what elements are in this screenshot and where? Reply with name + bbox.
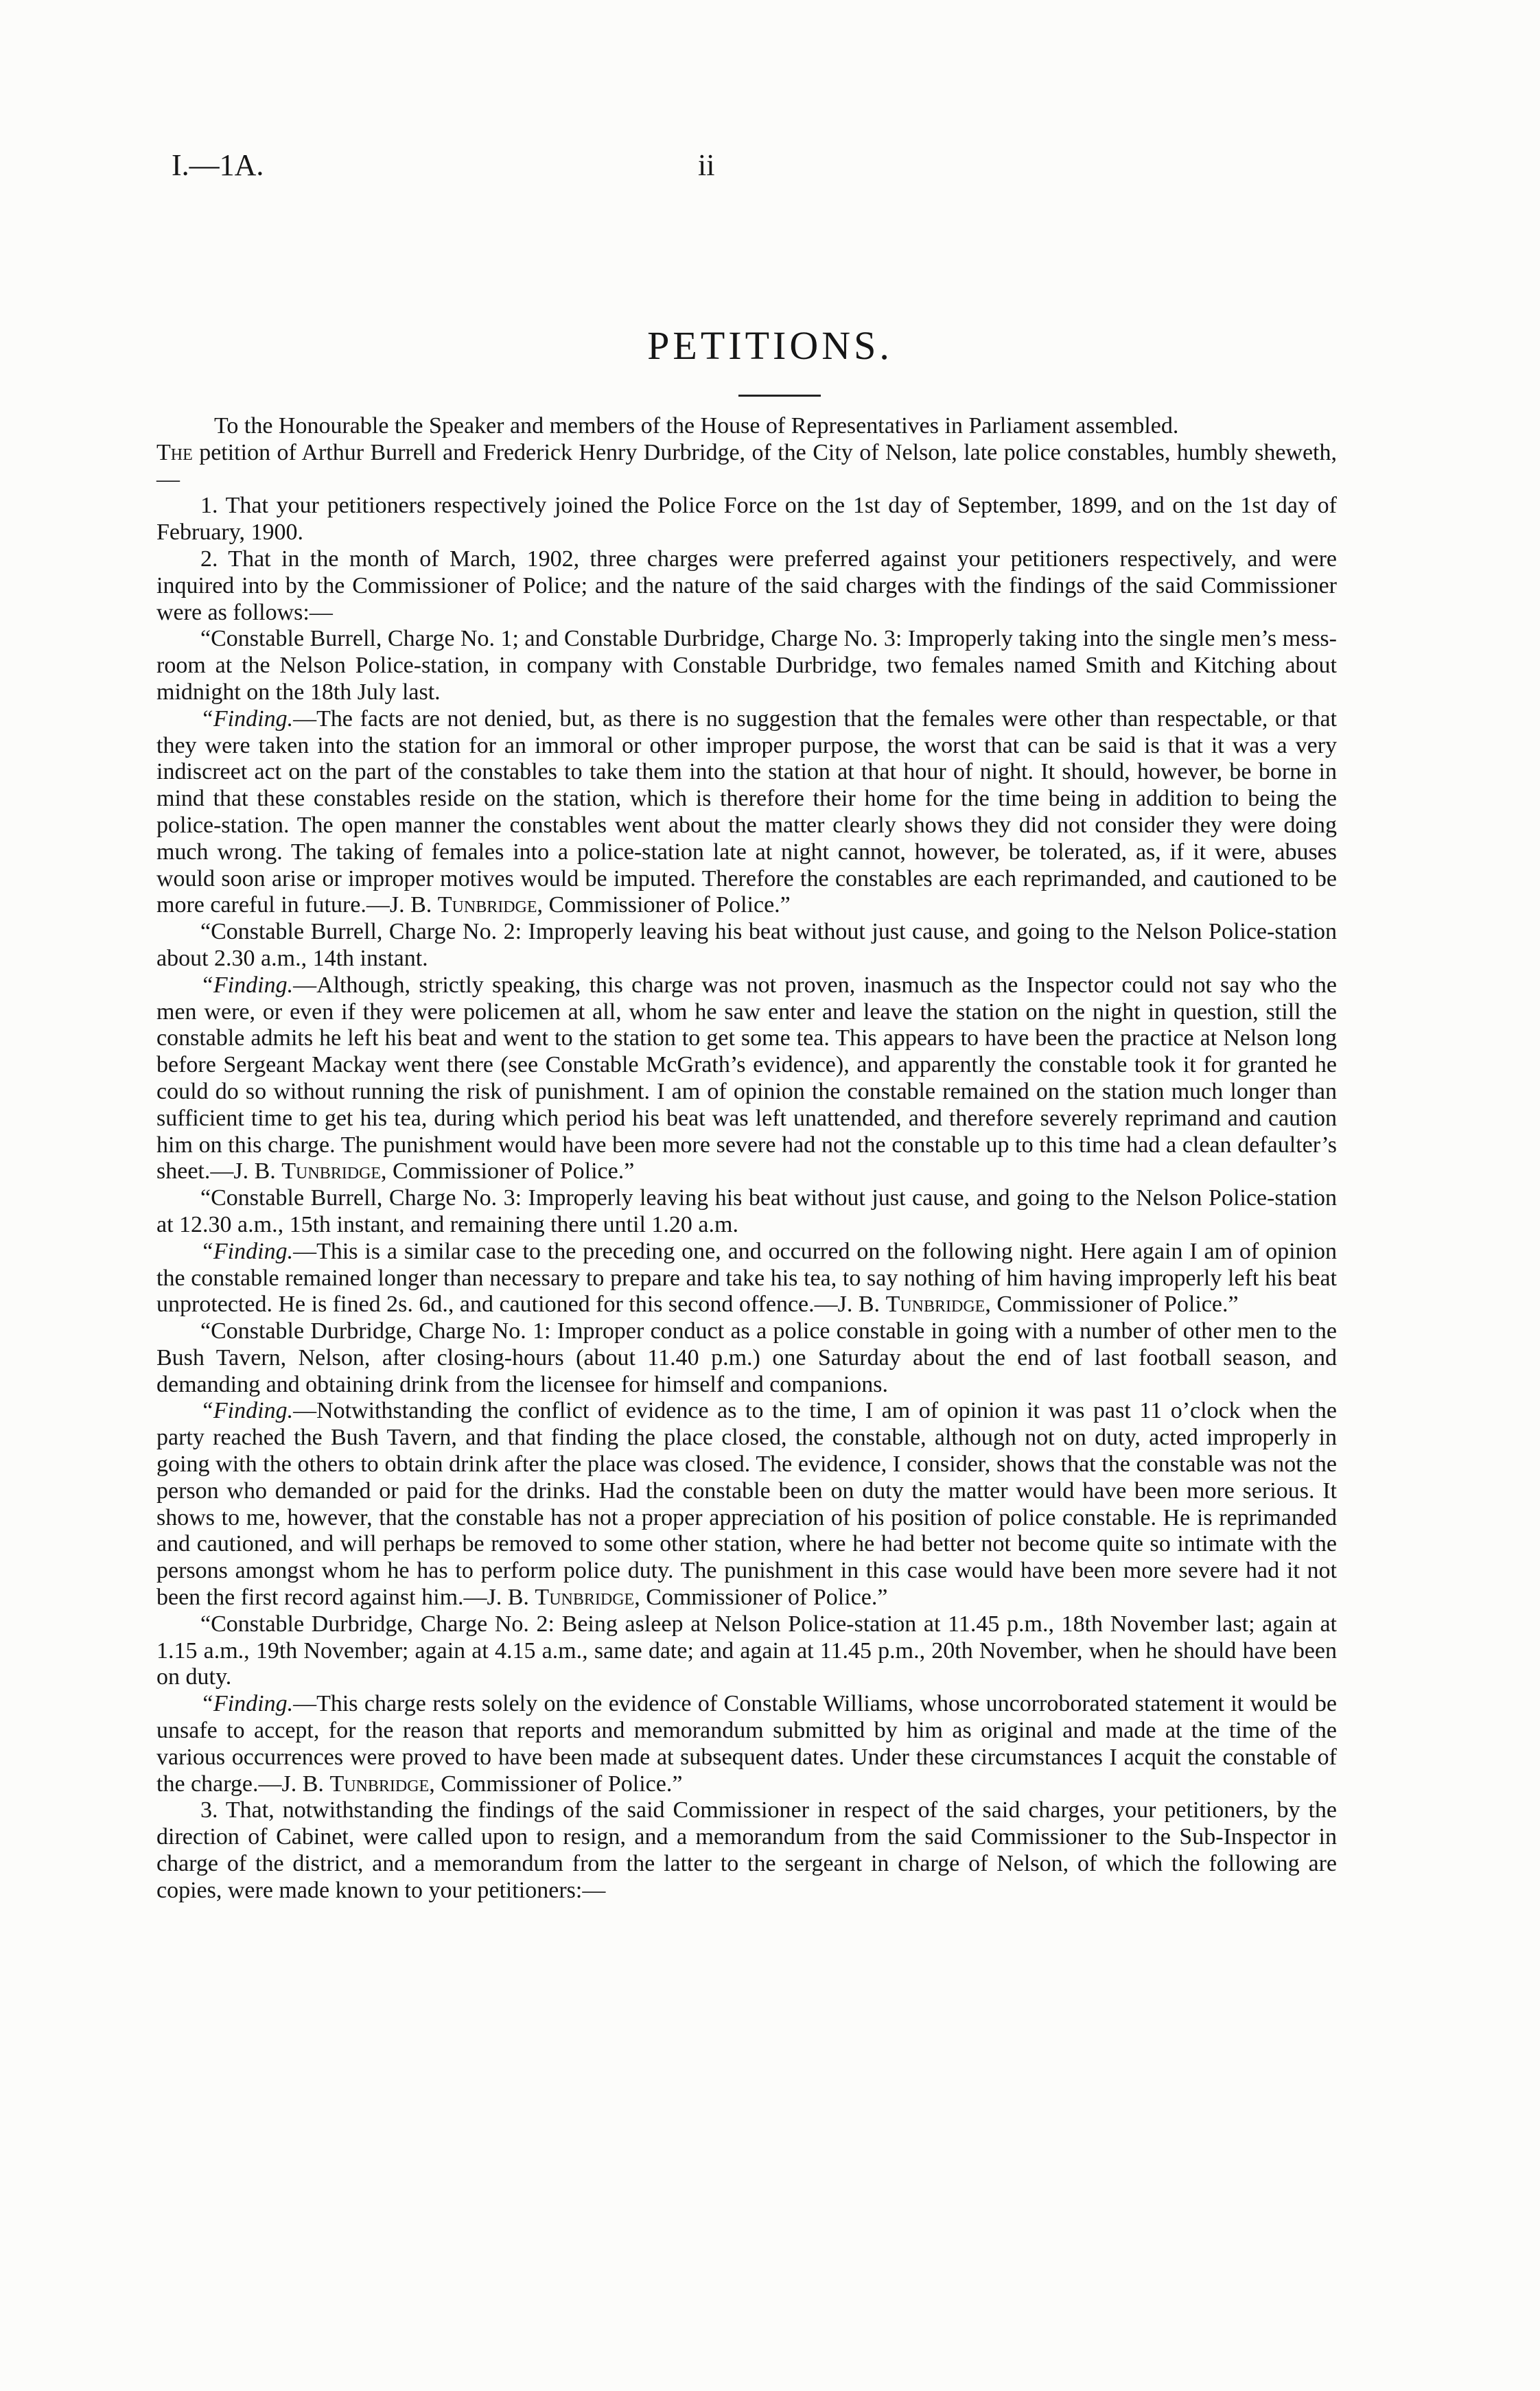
finding-text: —This charge rests solely on the evidence of Constable Williams, whose uncorroborated statement it would be unsafe to accept, for the reason that reports and memorandum submitted by him as original and made at the time of the various occurrences were proved to have been made at subsequent dates. Under these circumstances I acquit the constable of the charge.—J. B.: [156, 1691, 1337, 1797]
finding-text: —Notwithstanding the conflict of evidence as to the time, I am of opinion it was past 11 o’clock when the party reached the Bush Tavern, and that finding the place closed, the constable, although not on duty, acted improperly in going with the others to obtain drink after the place was closed. The evidence, I consider, shows that the constable was not the person who demanded or paid for the drinks. Had the constable been on duty the matter would have been more serious. It shows to me, however, that the constable has not a proper appreciation of his position of police constable. He is reprimanded and cautioned, and will perhaps be removed to some other station, where he had better not become quite so intimate with the persons amongst whom he has to perform police duty. The punishment in this case would have been more severe had it not been the first record against him.—J. B.: [156, 1398, 1337, 1611]
signature-name: Tunbridge: [329, 1771, 430, 1797]
charge-2: “Constable Burrell, Charge No. 2: Improperly leaving his beat without just cause, and going to the Nelson Police-station about 2.30 a.m., 14th instant.: [156, 919, 1337, 971]
finding-text: —This is a similar case to the preceding one, and occurred on the following night. Here again I am of opinion the constable remained longer than necessary to prepare and take his tea, to say nothing of him having improperly left his beat unprotected. He is fined 2s. 6d., and cautioned for this second offence.—J. B.: [156, 1238, 1337, 1318]
finding-text: —The facts are not denied, but, as there is no suggestion that the females were other than respectable, or that they were taken into the station for an immoral or other improper purpose, the worst that can be said is that it was a very indiscreet act on the part of the constables to take them into the station at that hour of night. It should, however, be borne in mind that these constables reside on the station, which is therefore their home for the time being in addition to being the police-station. The open manner the constables went about the matter clearly shows they did not consider they were doing much wrong. The taking of females into a police-station late at night cannot, however, be tolerated, as, if it were, abuses would soon arise or improper motives would be imputed. Therefore the constables are each reprimanded, and cautioned to be more careful in future.—J. B.: [156, 705, 1337, 918]
charge-1: “Constable Burrell, Charge No. 1; and Constable Durbridge, Charge No. 3: Improperly taking into the single men’s mess-room at the Nelson Police-station, in company with Constable Durbridge, two females named Smith and Kitching about midnight on the 18th July last.: [156, 626, 1337, 705]
document-reference: I.—1A.: [172, 148, 264, 182]
intro-text: petition of Arthur Burrell and Frederick Henry Durbridge, of the City of Nelson, late police constables, humbly sheweth,—: [156, 439, 1337, 492]
signature-title: , Commissioner of Police.”: [985, 1292, 1239, 1318]
page-title: PETITIONS.: [647, 323, 893, 368]
finding-label: “Finding.: [200, 972, 294, 998]
signature-name: Tunbridge: [281, 1158, 382, 1185]
finding-5: [156, 1691, 1337, 1797]
signature-name: Tunbridge: [885, 1292, 985, 1318]
paragraph-3: 3. That, notwithstanding the findings of the said Commissioner in respect of the said charges, your petitioners, by the direction of Cabinet, were called upon to resign, and a memorandum from the said Commissioner to the Sub-Inspector in charge of the district, and a memorandum from the latter to the sergeant in charge of Nelson, of which the following are copies, were made known to your petitioners:—: [156, 1797, 1337, 1903]
finding-3: [156, 1239, 1337, 1318]
signature-title: , Commissioner of Police.”: [381, 1158, 635, 1185]
petition-body: [156, 413, 1337, 1904]
finding-2: [156, 972, 1337, 1185]
finding-label: “Finding.: [200, 1238, 294, 1264]
charge-4: “Constable Durbridge, Charge No. 1: Improper conduct as a police constable in going with a number of other men to the Bush Tavern, Nelson, after closing-hours (about 11.40 p.m.) one Saturday about the end of last football season, and demanding and obtaining drink from the licensee for himself and companions.: [156, 1318, 1337, 1397]
signature-title: , Commissioner of Police.”: [537, 892, 791, 918]
signature-name: Tunbridge: [535, 1585, 635, 1611]
intro-lead: The: [156, 439, 193, 465]
signature-name: Tunbridge: [437, 892, 537, 918]
finding-label: “Finding.: [200, 705, 294, 732]
page-header: [0, 148, 1540, 196]
page-number: ii: [698, 148, 715, 182]
finding-1: [156, 706, 1337, 919]
title-rule: [738, 395, 821, 397]
paragraph-1: 1. That your petitioners respectively joined the Police Force on the 1st day of September, 1899, and on the 1st day of February, 1900.: [156, 493, 1337, 546]
signature-title: , Commissioner of Police.”: [634, 1585, 888, 1611]
paragraph-2: 2. That in the month of March, 1902, three charges were preferred against your petitioners respectively, and were inquired into by the Commissioner of Police; and the nature of the said charges with the findings of the said Commissioner were as follows:—: [156, 546, 1337, 625]
intro-paragraph: [156, 440, 1337, 493]
charge-3: “Constable Burrell, Charge No. 3: Improperly leaving his beat without just cause, and going to the Nelson Police-station at 12.30 a.m., 15th instant, and remaining there until 1.20 a.m.: [156, 1185, 1337, 1237]
finding-4: [156, 1398, 1337, 1611]
address-paragraph: To the Honourable the Speaker and members of the House of Representatives in Parliament assembled.: [214, 413, 1179, 439]
signature-title: , Commissioner of Police.”: [429, 1771, 683, 1797]
finding-label: “Finding.: [200, 1398, 294, 1424]
charge-5: “Constable Durbridge, Charge No. 2: Being asleep at Nelson Police-station at 11.45 p.m., 18th November last; again at 1.15 a.m., 19th November; again at 4.15 a.m., same date; and again at 11.45 p.m., 20th November, when he should have been on duty.: [156, 1611, 1337, 1690]
finding-label: “Finding.: [200, 1691, 294, 1717]
finding-text: —Although, strictly speaking, this charge was not proven, inasmuch as the Inspector could not say who the men were, or even if they were policemen at all, whom he saw enter and leave the station on the night in question, still the constable admits he left his beat and went to the station to get some tea. This appears to have been the practice at Nelson long before Sergeant Mackay went there (see Constable McGrath’s evidence), and apparently the constable took it for granted he could do so without running the risk of punishment. I am of opinion the constable remained on the station much longer than sufficient time to get his tea, during which period his beat was left unattended, and therefore severely reprimand and caution him on this charge. The punishment would have been more severe had not the constable up to this time had a clean defaulter’s sheet.—J. B.: [156, 972, 1337, 1185]
